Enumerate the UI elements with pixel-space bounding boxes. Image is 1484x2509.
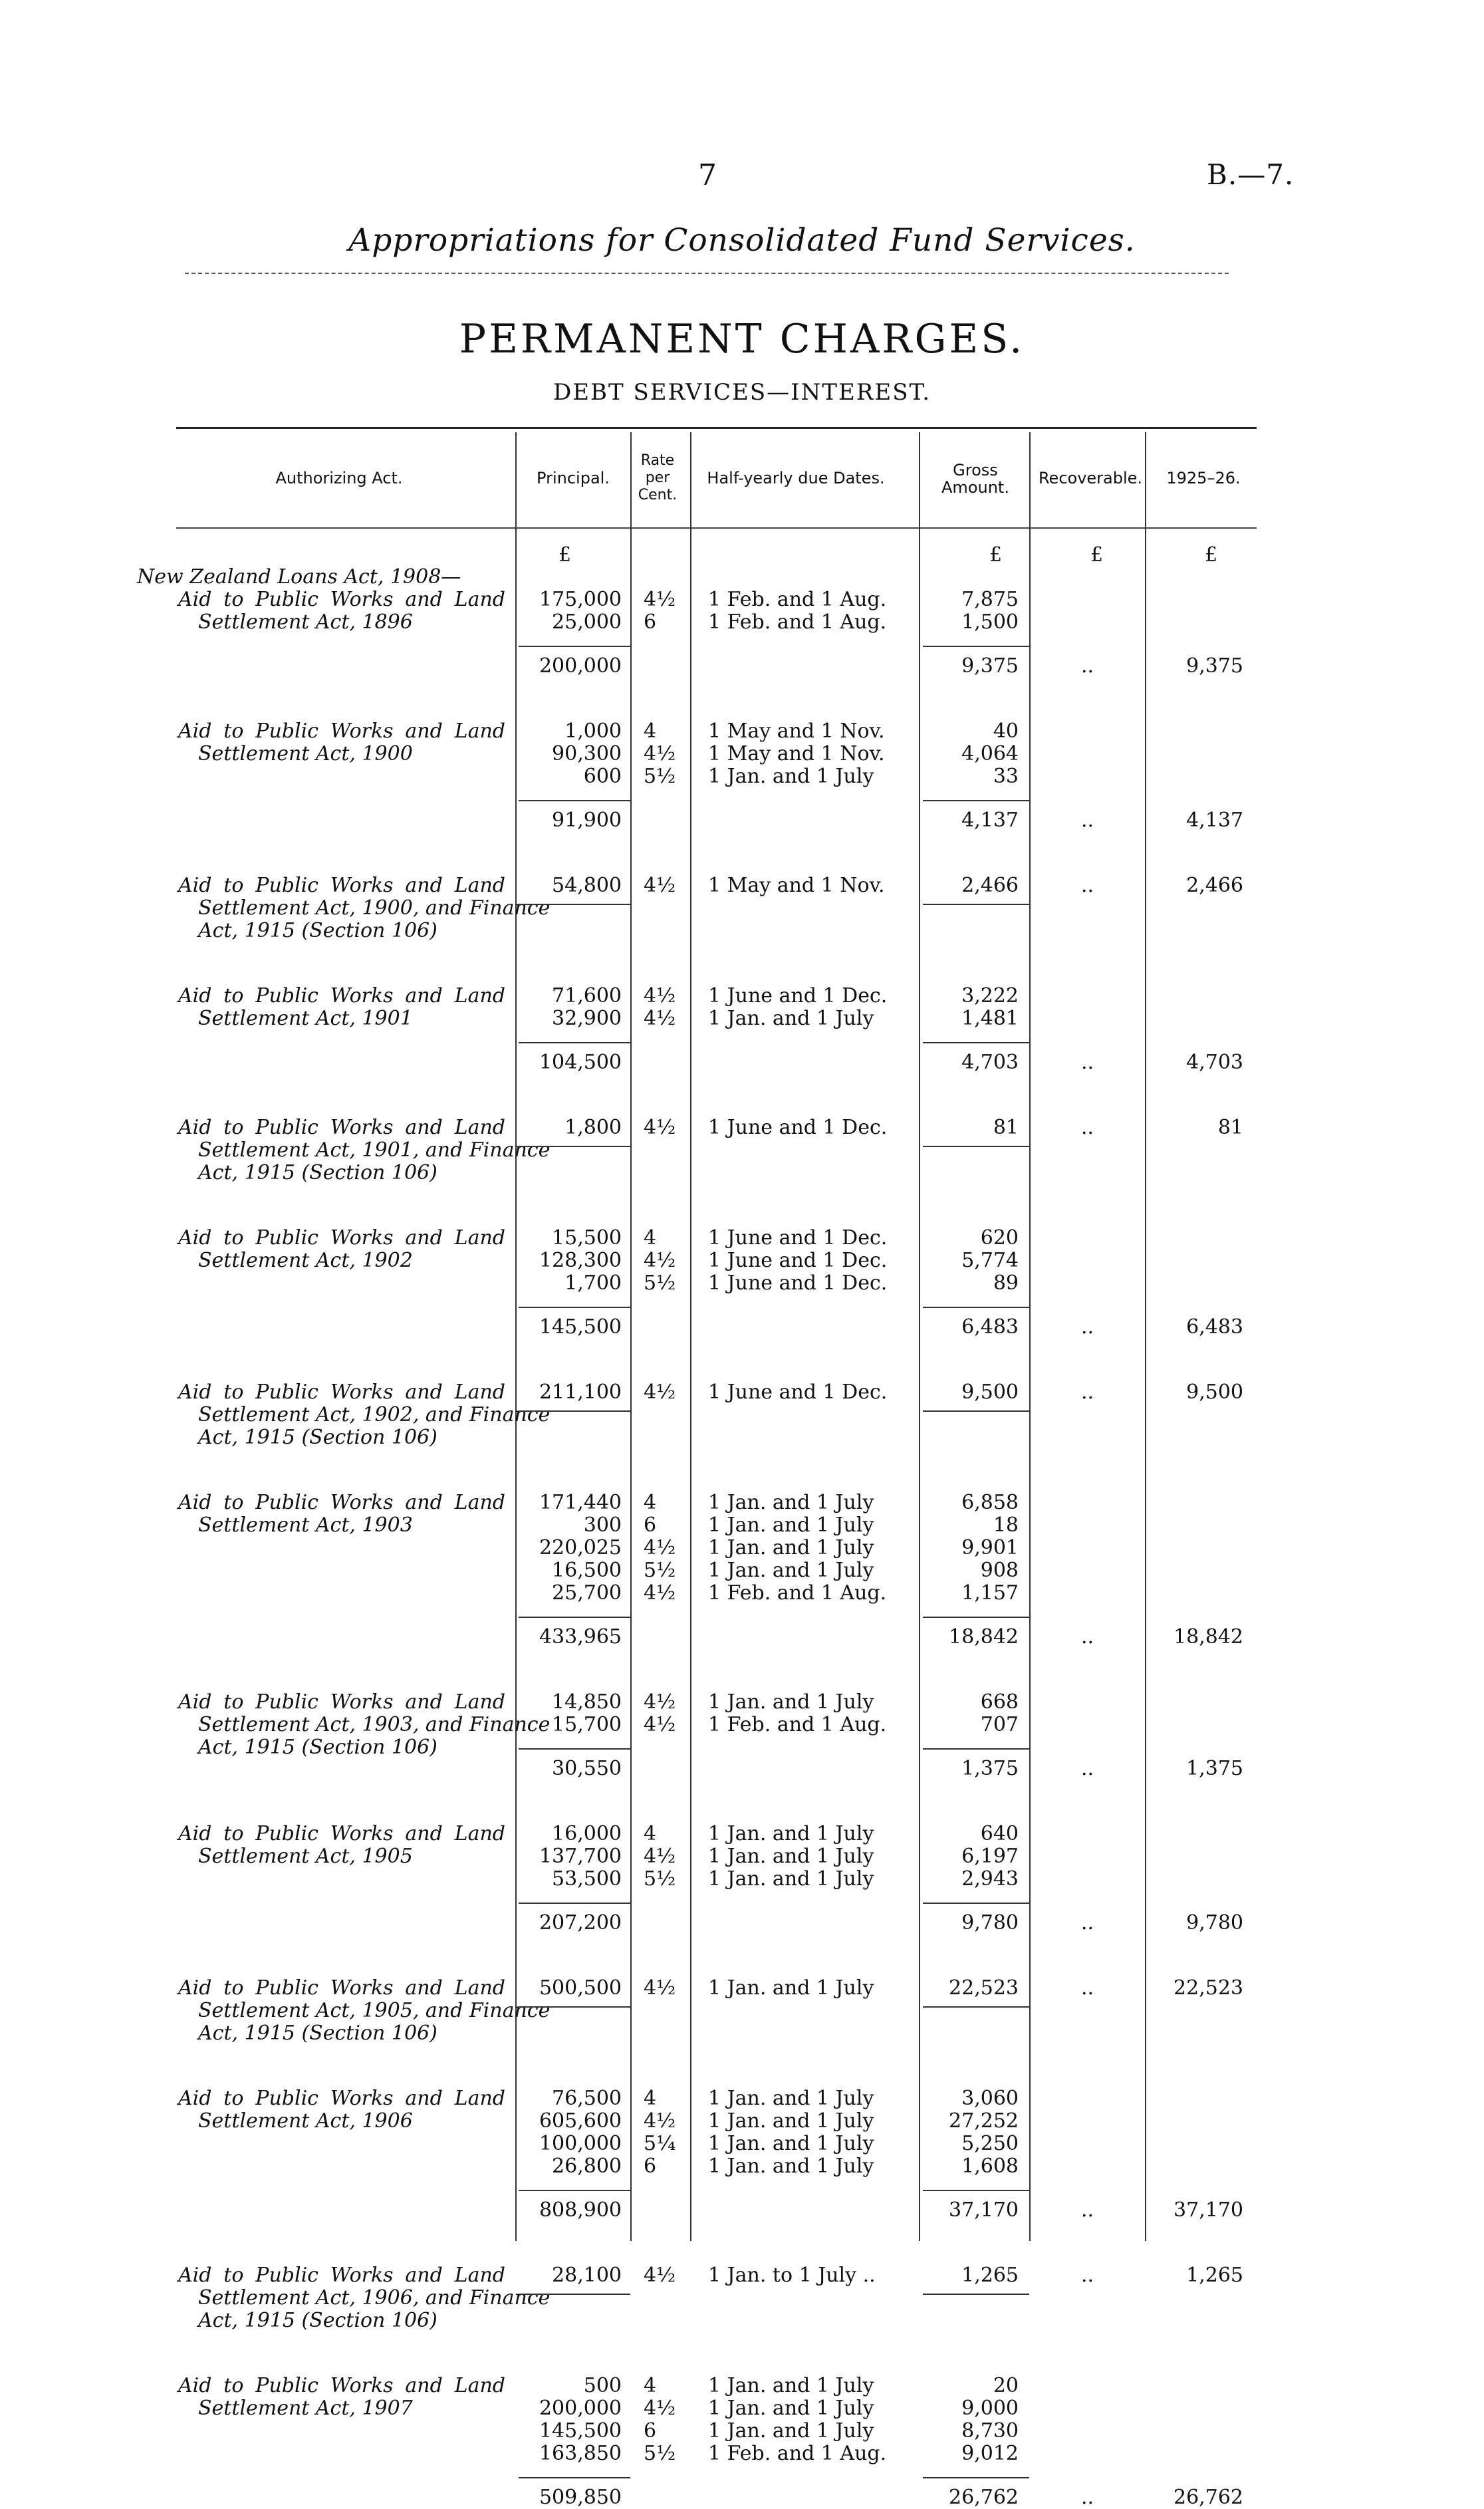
due-dates-value: 1 June and 1 Dec. [708,1381,888,1404]
authorizing-act-line: Act, 1915 (Section 106) [198,2022,437,2045]
principal-total: 207,200 [539,1911,622,1934]
authorizing-act-line: Settlement Act, 1896 [198,610,413,634]
gross-amount-value: 3,222 [961,984,1019,1007]
rate-value: 4½ [644,1381,676,1404]
subtotal-rule [519,800,630,801]
table-header-rule [176,527,1257,529]
col-header-principal: Principal. [537,469,610,487]
year-total: 26,762 [1174,2486,1243,2509]
column-rule [1145,432,1146,2241]
col-header-rate: Rate per Cent. [638,452,678,503]
principal-value: 211,100 [539,1381,622,1404]
subtotal-rule [519,1903,630,1904]
gross-total: 37,170 [949,2198,1019,2222]
rate-value: 4 [644,720,657,743]
authorizing-act-line: Settlement Act, 1907 [198,2397,413,2420]
year-total-value: 81 [1217,1116,1243,1139]
subtotal-rule [519,646,630,647]
due-dates-value: 1 May and 1 Nov. [708,720,885,743]
col-header-recoverable: Recoverable. [1038,469,1143,487]
authorizing-act-line: Aid to Public Works and Land [178,874,505,897]
recoverable-total: .. [1081,1051,1094,1074]
rate-value: 5½ [644,1271,676,1295]
rate-value: 4½ [644,1976,676,2000]
rate-value: 4½ [644,1690,676,1714]
due-dates-value: 1 Jan. and 1 July [708,2109,874,2133]
rate-value: 5½ [644,1867,676,1891]
authorizing-act-line: Aid to Public Works and Land [178,1381,505,1404]
due-dates-value: 1 Jan. and 1 July [708,765,874,788]
principal-total: 509,850 [539,2486,622,2509]
due-dates-value: 1 Jan. and 1 July [708,1514,874,1537]
principal-value: 163,850 [539,2442,622,2465]
due-dates-value: 1 May and 1 Nov. [708,874,885,897]
authorizing-act-line: Aid to Public Works and Land [178,1822,505,1845]
rate-value: 6 [644,610,657,634]
column-rule [515,432,517,2241]
gross-amount-value: 8,730 [961,2419,1019,2443]
subtotal-rule [923,1042,1029,1043]
due-dates-value: 1 Jan. and 1 July [708,1867,874,1891]
principal-value: 32,900 [552,1007,622,1030]
recoverable-value: .. [1081,874,1094,897]
rate-value: 4½ [644,2397,676,2420]
rate-value: 4½ [644,984,676,1007]
year-total: 4,703 [1186,1051,1243,1074]
due-dates-value: 1 Feb. and 1 Aug. [708,1713,887,1736]
gross-amount-value: 9,901 [961,1536,1019,1559]
due-dates-value: 1 June and 1 Dec. [708,984,888,1007]
principal-value: 300 [583,1514,622,1537]
authorizing-act-line: Aid to Public Works and Land [178,2374,505,2397]
authorizing-act-line: Aid to Public Works and Land [178,1690,505,1714]
principal-value: 25,700 [552,1581,622,1605]
principal-value: 1,800 [564,1116,622,1139]
principal-value: 14,850 [552,1690,622,1714]
principal-value: 128,300 [539,1249,622,1272]
subtotal-rule [923,1307,1029,1308]
due-dates-value: 1 Feb. and 1 Aug. [708,610,887,634]
due-dates-value: 1 Jan. and 1 July [708,2087,874,2110]
authorizing-act-line: Settlement Act, 1906 [198,2109,413,2133]
row-rule [519,1146,630,1147]
due-dates-value: 1 Jan. and 1 July [708,1491,874,1514]
year-total-value: 9,500 [1186,1381,1243,1404]
rate-value: 4½ [644,588,676,611]
page-heading: Appropriations for Consolidated Fund Services. [348,222,1136,259]
subtotal-rule [519,1617,630,1618]
currency-year: £ [1205,543,1218,567]
due-dates-value: 1 Jan. and 1 July [708,1536,874,1559]
gross-amount-value: 9,000 [961,2397,1019,2420]
principal-total: 91,900 [552,809,622,832]
due-dates-value: 1 June and 1 Dec. [708,1226,888,1250]
due-dates-value: 1 Jan. and 1 July [708,1559,874,1582]
row-rule [923,904,1029,905]
authorizing-act-line: Aid to Public Works and Land [178,1116,505,1139]
authorizing-act-line: Act, 1915 (Section 106) [198,1161,437,1184]
gross-amount-value: 89 [993,1271,1019,1295]
subtotal-rule [519,1748,630,1750]
row-rule [519,2294,630,2295]
principal-total: 145,500 [539,1315,622,1339]
gross-amount-value: 908 [980,1559,1019,1582]
rate-value: 4½ [644,742,676,765]
rate-value: 4½ [644,874,676,897]
year-total: 18,842 [1174,1625,1243,1649]
gross-amount-value: 2,466 [961,874,1019,897]
rate-value: 4 [644,2374,657,2397]
rate-value: 4 [644,1822,657,1845]
heading-rule [185,273,1229,274]
gross-amount-value: 3,060 [961,2087,1019,2110]
authorizing-act-line: Settlement Act, 1903 [198,1514,413,1537]
gross-total: 1,375 [961,1757,1019,1780]
col-header-gross: Gross Amount. [941,461,1009,497]
rate-value: 4½ [644,1845,676,1868]
principal-value: 16,500 [552,1559,622,1582]
subtotal-rule [923,2477,1029,2478]
principal-value: 200,000 [539,2397,622,2420]
recoverable-total: .. [1081,1625,1094,1649]
rate-value: 4½ [644,2109,676,2133]
authorizing-act-line: New Zealand Loans Act, 1908— [137,565,461,589]
rate-value: 6 [644,2155,657,2178]
authorizing-act-line: Settlement Act, 1902, and Finance [198,1403,551,1426]
due-dates-value: 1 Feb. and 1 Aug. [708,588,887,611]
gross-total: 9,780 [961,1911,1019,1934]
recoverable-total: .. [1081,2486,1094,2509]
due-dates-value: 1 June and 1 Dec. [708,1116,888,1139]
year-total: 37,170 [1174,2198,1243,2222]
gross-amount-value: 9,012 [961,2442,1019,2465]
year-total-value: 1,265 [1186,2264,1243,2287]
gross-total: 4,137 [961,809,1019,832]
due-dates-value: 1 May and 1 Nov. [708,742,885,765]
authorizing-act-line: Settlement Act, 1906, and Finance [198,2286,551,2310]
principal-value: 53,500 [552,1867,622,1891]
row-rule [923,2006,1029,2008]
principal-value: 76,500 [552,2087,622,2110]
document-reference: B.—7. [1207,158,1295,191]
authorizing-act-line: Settlement Act, 1903, and Finance [198,1713,551,1736]
recoverable-total: .. [1081,1911,1094,1934]
gross-amount-value: 22,523 [949,1976,1019,2000]
due-dates-value: 1 Jan. and 1 July [708,2374,874,2397]
column-rule [1029,432,1031,2241]
gross-amount-value: 9,500 [961,1381,1019,1404]
gross-amount-value: 1,157 [961,1581,1019,1605]
gross-amount-value: 1,265 [961,2264,1019,2287]
principal-value: 100,000 [539,2132,622,2155]
due-dates-value: 1 Feb. and 1 Aug. [708,2442,887,2465]
authorizing-act-line: Settlement Act, 1902 [198,1249,413,1272]
principal-value: 175,000 [539,588,622,611]
main-title: PERMANENT CHARGES. [459,316,1025,362]
recoverable-total: .. [1081,809,1094,832]
principal-value: 600 [583,765,622,788]
recoverable-total: .. [1081,2198,1094,2222]
gross-amount-value: 27,252 [949,2109,1019,2133]
gross-total: 26,762 [949,2486,1019,2509]
due-dates-value: 1 Jan. and 1 July [708,2155,874,2178]
gross-total: 6,483 [961,1315,1019,1339]
gross-amount-value: 7,875 [961,588,1019,611]
principal-value: 15,500 [552,1226,622,1250]
authorizing-act-line: Aid to Public Works and Land [178,720,505,743]
gross-amount-value: 668 [980,1690,1019,1714]
principal-value: 16,000 [552,1822,622,1845]
column-rule [919,432,920,2241]
rate-value: 5½ [644,2442,676,2465]
due-dates-value: 1 Jan. and 1 July [708,2132,874,2155]
authorizing-act-line: Aid to Public Works and Land [178,1976,505,2000]
due-dates-value: 1 Jan. and 1 July [708,1690,874,1714]
rate-value: 4½ [644,1536,676,1559]
subtotal-rule [923,646,1029,647]
year-total: 9,780 [1186,1911,1243,1934]
authorizing-act-line: Act, 1915 (Section 106) [198,1736,437,1759]
rate-value: 5½ [644,765,676,788]
year-total: 9,375 [1186,654,1243,678]
column-rule [690,432,691,2241]
gross-amount-value: 1,608 [961,2155,1019,2178]
recoverable-value: .. [1081,1381,1094,1404]
row-rule [519,1410,630,1412]
principal-value: 25,000 [552,610,622,634]
subtotal-rule [519,2190,630,2191]
row-rule [519,904,630,905]
rate-value: 5¼ [644,2132,676,2155]
gross-amount-value: 6,858 [961,1491,1019,1514]
rate-value: 4 [644,2087,657,2110]
subtotal-rule [519,1042,630,1043]
principal-total: 104,500 [539,1051,622,1074]
rate-value: 6 [644,1514,657,1537]
sub-title: DEBT SERVICES—INTEREST. [553,379,931,406]
principal-value: 15,700 [552,1713,622,1736]
gross-amount-value: 2,943 [961,1867,1019,1891]
recoverable-total: .. [1081,654,1094,678]
gross-amount-value: 40 [993,720,1019,743]
principal-total: 30,550 [552,1757,622,1780]
principal-value: 605,600 [539,2109,622,2133]
authorizing-act-line: Settlement Act, 1905, and Finance [198,1999,551,2022]
rate-value: 4 [644,1491,657,1514]
principal-value: 220,025 [539,1536,622,1559]
rate-value: 4½ [644,1713,676,1736]
recoverable-total: .. [1081,1757,1094,1780]
authorizing-act-line: Act, 1915 (Section 106) [198,2309,437,2332]
subtotal-rule [519,1307,630,1308]
subtotal-rule [923,1748,1029,1750]
authorizing-act-line: Aid to Public Works and Land [178,984,505,1007]
year-total-value: 22,523 [1174,1976,1243,2000]
gross-amount-value: 640 [980,1822,1019,1845]
table-top-rule [176,427,1257,429]
subtotal-rule [923,800,1029,801]
recoverable-value: .. [1081,1116,1094,1139]
due-dates-value: 1 Jan. and 1 July [708,2419,874,2443]
year-total: 4,137 [1186,809,1243,832]
authorizing-act-line: Settlement Act, 1901, and Finance [198,1138,551,1162]
gross-total: 9,375 [961,654,1019,678]
gross-amount-value: 1,481 [961,1007,1019,1030]
authorizing-act-line: Aid to Public Works and Land [178,1226,505,1250]
principal-value: 26,800 [552,2155,622,2178]
gross-amount-value: 6,197 [961,1845,1019,1868]
gross-amount-value: 5,774 [961,1249,1019,1272]
principal-value: 500,500 [539,1976,622,2000]
due-dates-value: 1 Jan. and 1 July [708,1007,874,1030]
gross-amount-value: 620 [980,1226,1019,1250]
principal-value: 71,600 [552,984,622,1007]
year-total: 1,375 [1186,1757,1243,1780]
due-dates-value: 1 Jan. and 1 July [708,1845,874,1868]
authorizing-act-line: Aid to Public Works and Land [178,2087,505,2110]
rate-value: 4 [644,1226,657,1250]
gross-total: 4,703 [961,1051,1019,1074]
authorizing-act-line: Aid to Public Works and Land [178,588,505,611]
rate-value: 4½ [644,2264,676,2287]
rate-value: 4½ [644,1007,676,1030]
due-dates-value: 1 Jan. and 1 July [708,1976,874,2000]
due-dates-value: 1 Feb. and 1 Aug. [708,1581,887,1605]
principal-value: 90,300 [552,742,622,765]
rate-value: 5½ [644,1559,676,1582]
recoverable-total: .. [1081,1315,1094,1339]
row-rule [923,2294,1029,2295]
rate-value: 4½ [644,1581,676,1605]
rate-value: 4½ [644,1116,676,1139]
subtotal-rule [519,2477,630,2478]
recoverable-value: .. [1081,1976,1094,2000]
column-rule [630,432,632,2241]
currency-principal: £ [558,543,572,567]
principal-value: 137,700 [539,1845,622,1868]
col-header-act: Authorizing Act. [275,469,403,487]
rate-value: 6 [644,2419,657,2443]
subtotal-rule [923,1617,1029,1618]
gross-amount-value: 81 [993,1116,1019,1139]
currency-gross: £ [989,543,1003,567]
rate-value: 4½ [644,1249,676,1272]
row-rule [519,2006,630,2008]
authorizing-act-line: Aid to Public Works and Land [178,2264,505,2287]
principal-value: 1,000 [564,720,622,743]
gross-amount-value: 5,250 [961,2132,1019,2155]
gross-amount-value: 1,500 [961,610,1019,634]
page-number: 7 [698,158,717,192]
principal-total: 433,965 [539,1625,622,1649]
year-total-value: 2,466 [1186,874,1243,897]
currency-recoverable: £ [1090,543,1104,567]
authorizing-act-line: Settlement Act, 1901 [198,1007,413,1030]
due-dates-value: 1 Jan. and 1 July [708,1822,874,1845]
principal-value: 500 [583,2374,622,2397]
gross-amount-value: 4,064 [961,742,1019,765]
gross-amount-value: 18 [993,1514,1019,1537]
authorizing-act-line: Settlement Act, 1905 [198,1845,413,1868]
col-header-year: 1925–26. [1166,469,1241,487]
gross-amount-value: 707 [980,1713,1019,1736]
gross-total: 18,842 [949,1625,1019,1649]
principal-value: 54,800 [552,874,622,897]
row-rule [923,1410,1029,1412]
principal-total: 808,900 [539,2198,622,2222]
gross-amount-value: 20 [993,2374,1019,2397]
principal-value: 171,440 [539,1491,622,1514]
authorizing-act-line: Act, 1915 (Section 106) [198,919,437,942]
due-dates-value: 1 Jan. to 1 July .. [708,2264,876,2287]
authorizing-act-line: Settlement Act, 1900, and Finance [198,896,551,920]
principal-value: 28,100 [552,2264,622,2287]
principal-total: 200,000 [539,654,622,678]
due-dates-value: 1 June and 1 Dec. [708,1271,888,1295]
authorizing-act-line: Act, 1915 (Section 106) [198,1426,437,1449]
recoverable-value: .. [1081,2264,1094,2287]
subtotal-rule [923,1903,1029,1904]
row-rule [923,1146,1029,1147]
authorizing-act-line: Aid to Public Works and Land [178,1491,505,1514]
col-header-dates: Half-yearly due Dates. [707,469,885,487]
due-dates-value: 1 Jan. and 1 July [708,2397,874,2420]
authorizing-act-line: Settlement Act, 1900 [198,742,413,765]
year-total: 6,483 [1186,1315,1243,1339]
subtotal-rule [923,2190,1029,2191]
principal-value: 145,500 [539,2419,622,2443]
gross-amount-value: 33 [993,765,1019,788]
due-dates-value: 1 June and 1 Dec. [708,1249,888,1272]
principal-value: 1,700 [564,1271,622,1295]
